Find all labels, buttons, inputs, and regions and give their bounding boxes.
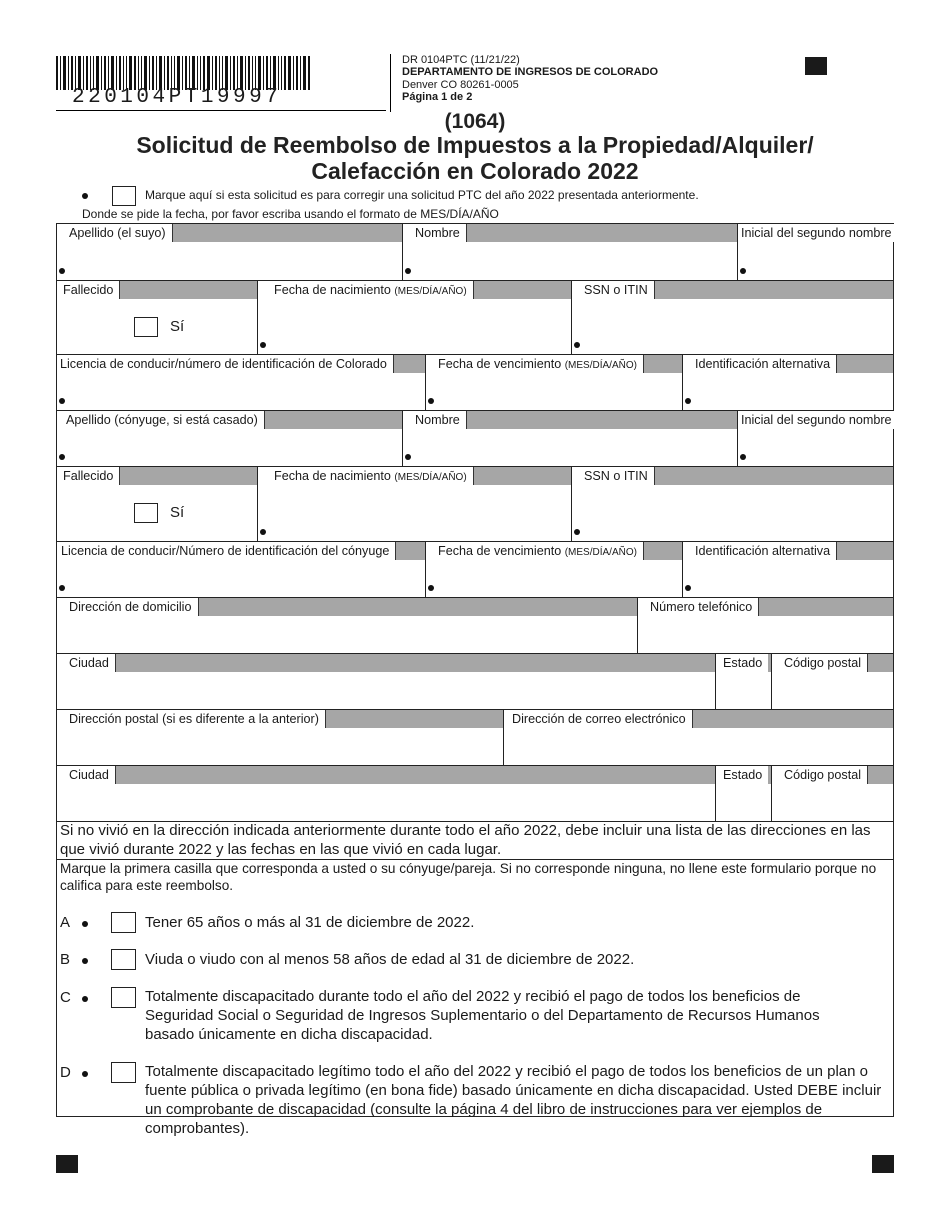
divider [257,281,258,354]
expiration-field[interactable] [426,373,682,410]
divider [682,355,683,410]
ssn-label: SSN o ITIN [572,281,655,299]
spouse-alt-id-field[interactable] [683,560,893,597]
mailing-address-label: Dirección postal (si es diferente a la anterior) [57,710,326,728]
home-address-label: Dirección de domicilio [57,598,199,616]
department-name: DEPARTAMENTO DE INGRESOS DE COLORADO [402,66,659,79]
spouse-dob-format: (MES/DÍA/AÑO) [394,469,466,487]
spouse-last-name-label-bar [57,411,403,429]
city-field[interactable] [57,672,715,709]
divider [637,598,638,653]
spouse-ssn-label-bar [572,467,893,485]
bullet-icon [82,996,88,1002]
bullet-icon [428,585,434,591]
mailing-city-label-bar [57,766,715,784]
option-c-letter: C [60,989,71,1006]
spouse-ssn-field[interactable] [572,485,893,541]
expiration-label-bar [426,355,682,373]
spouse-deceased-label: Fallecido [57,467,120,485]
spouse-expiration-label-text: Fecha de vencimiento [438,544,562,558]
expiration-format: (MES/DÍA/AÑO) [565,357,637,375]
license-label-bar [57,355,425,373]
last-name-field[interactable] [57,242,403,280]
zip-field[interactable] [772,672,893,709]
state-label-bar [716,654,771,672]
divider [682,542,683,597]
divider [425,355,426,410]
mailing-state-label-bar [716,766,771,784]
bullet-icon [405,268,411,274]
spouse-middle-initial-field[interactable] [738,429,893,466]
amended-checkbox[interactable] [112,186,136,206]
divider [402,411,403,466]
bullet-icon [82,958,88,964]
department-address: Denver CO 80261-0005 [402,78,519,91]
middle-initial-label-bar [738,224,893,242]
spouse-deceased-yes-label: Sí [170,504,185,521]
divider [715,766,716,821]
mailing-address-label-bar [57,710,503,728]
spouse-alt-id-label-bar [683,542,893,560]
spouse-middle-initial-label: Inicial del segundo nombre [738,411,898,429]
middle-initial-label: Inicial del segundo nombre [738,224,898,242]
alt-id-label-bar [683,355,893,373]
last-name-label: Apellido (el suyo) [57,224,173,242]
page-title-line1: Solicitud de Reembolso de Impuestos a la Propiedad/Alquiler/ [136,132,814,158]
option-c-checkbox[interactable] [111,987,136,1008]
bullet-icon [59,268,65,274]
bullet-icon [740,268,746,274]
option-a-checkbox[interactable] [111,912,136,933]
mailing-zip-label: Código postal [772,766,868,784]
bullet-icon [59,454,65,460]
bullet-icon [405,454,411,460]
spouse-first-name-label-bar [403,411,738,429]
first-name-label-bar [403,224,738,242]
bullet-icon [574,529,580,535]
spouse-first-name-field[interactable] [403,429,738,466]
divider [771,654,772,709]
dob-field[interactable] [258,299,571,354]
bullet-icon [59,585,65,591]
state-label: Estado [716,654,768,672]
dob-label-bar [258,281,571,299]
phone-field[interactable] [638,616,893,653]
spouse-alt-id-label: Identificación alternativa [683,542,837,560]
amended-checkbox-label: Marque aquí si esta solicitud es para corregir una solicitud PTC del año 2022 presentada anteriormente. [145,188,699,202]
license-field[interactable] [57,373,425,410]
spouse-dob-field[interactable] [258,485,571,541]
home-address-label-bar [57,598,637,616]
bullet-icon [685,585,691,591]
zip-label: Código postal [772,654,868,672]
bullet-icon [740,454,746,460]
divider [402,224,403,280]
ssn-label-bar [572,281,893,299]
spouse-license-label: Licencia de conducir/Número de identificación del cónyuge [57,542,396,560]
first-name-label: Nombre [403,224,467,242]
spouse-middle-initial-label-bar [738,411,893,429]
city-label-bar [57,654,715,672]
registration-mark [56,1155,78,1173]
bullet-icon [428,398,434,404]
spouse-expiration-format: (MES/DÍA/AÑO) [565,544,637,562]
dob-format: (MES/DÍA/AÑO) [394,283,466,301]
city-label: Ciudad [57,654,116,672]
date-format-note: Donde se pide la fecha, por favor escriba usando el formato de MES/DÍA/AÑO [82,207,499,221]
divider [737,411,738,466]
barcode-image [56,56,310,90]
phone-label-bar [638,598,893,616]
deceased-label: Fallecido [57,281,120,299]
mailing-address-field[interactable] [57,728,503,765]
form-header [402,54,658,104]
page-title-line2: Calefacción en Colorado 2022 [311,158,639,184]
spouse-deceased-label-bar [57,467,257,485]
expiration-label-text: Fecha de vencimiento [438,357,562,371]
option-a-text: Tener 65 años o más al 31 de diciembre de 2022. [145,914,475,931]
spouse-deceased-checkbox[interactable] [134,503,158,523]
option-b-letter: B [60,951,71,968]
alt-id-field[interactable] [683,373,893,410]
expiration-label [426,355,644,373]
page-number: Página 1 de 2 [402,91,473,104]
mailing-zip-label-bar [772,766,893,784]
spouse-last-name-field[interactable] [57,429,403,466]
spouse-ssn-label: SSN o ITIN [572,467,655,485]
dob-label [258,281,474,299]
option-d-letter: D [60,1064,71,1081]
divider [737,224,738,280]
spouse-dob-label [258,467,474,485]
deceased-label-bar [57,281,257,299]
residence-note: Si no vivió en la dirección indicada anteriormente durante todo el año 2022, debe incluir una lista de las direcciones en las que vivió durante 2022 y las fechas en las que vivió en cada lugar. [60,822,871,858]
spouse-expiration-label [426,542,644,560]
bullet-icon [82,921,88,927]
spouse-first-name-label: Nombre [403,411,467,429]
bullet-icon [260,342,266,348]
divider [771,766,772,821]
bullet-icon [685,398,691,404]
mailing-zip-field[interactable] [772,784,893,821]
first-name-field[interactable] [403,242,738,280]
registration-mark [805,57,827,75]
mailing-state-label: Estado [716,766,768,784]
middle-initial-field[interactable] [738,242,893,280]
license-label: Licencia de conducir/número de identificación de Colorado [57,355,394,373]
option-b-checkbox[interactable] [111,949,136,970]
option-a-letter: A [60,914,71,931]
option-b-text: Viuda o viudo con al menos 58 años de edad al 31 de diciembre de 2022. [145,951,635,968]
header-divider [390,54,391,112]
bullet-icon [574,342,580,348]
spouse-dob-label-text: Fecha de nacimiento [274,469,391,483]
divider [715,654,716,709]
bullet-icon [59,398,65,404]
option-d-checkbox[interactable] [111,1062,136,1083]
home-address-field[interactable] [57,616,637,653]
divider [571,467,572,541]
barcode-number: 220104PT19997 [72,86,282,109]
spouse-dob-label-bar [258,467,571,485]
spouse-expiration-field[interactable] [426,560,682,597]
form-code-title: (1064) [444,110,506,133]
email-field[interactable] [504,728,893,765]
deceased-yes-label: Sí [170,318,185,335]
bullet-icon [260,529,266,535]
bullet-icon [82,1071,88,1077]
mailing-city-label: Ciudad [57,766,116,784]
qualify-note: Marque la primera casilla que corresponda a usted o su cónyuge/pareja. Si no corresponde ninguna, no llene este formulario porque no califica para este reembolso. [60,861,877,893]
email-label-bar [504,710,893,728]
bullet-icon [82,193,88,199]
ssn-field[interactable] [572,299,893,354]
email-label: Dirección de correo electrónico [504,710,693,728]
registration-mark [872,1155,894,1173]
deceased-checkbox[interactable] [134,317,158,337]
spouse-license-field[interactable] [57,560,425,597]
divider [425,542,426,597]
phone-label: Número telefónico [638,598,759,616]
divider [571,281,572,354]
zip-label-bar [772,654,893,672]
form-code: DR 0104PTC (11/21/22) [402,54,520,66]
mailing-city-field[interactable] [57,784,715,821]
state-field[interactable] [716,672,771,709]
alt-id-label: Identificación alternativa [683,355,837,373]
spouse-expiration-label-bar [426,542,682,560]
dob-label-text: Fecha de nacimiento [274,283,391,297]
spouse-license-label-bar [57,542,425,560]
spouse-last-name-label: Apellido (cónyuge, si está casado) [57,411,265,429]
mailing-state-field[interactable] [716,784,771,821]
option-c-text: Totalmente discapacitado durante todo el año del 2022 y recibió el pago de todos los beneficios de Seguridad Social o Seguridad de Ingresos Suplementario o del Departamento de Recursos Humanos basado únicamente en dicha discapacidad. [145,988,820,1043]
divider [503,710,504,765]
option-d-text: Totalmente discapacitado legítimo todo el año del 2022 y recibió el pago de todos los beneficios de un plan o fuente pública o privada legítimo (en bona fide) basado únicamente en dicha discapacidad. Usted DEBE incluir un comprobante de discapacidad (consulte la página 4 del libro de instrucciones para ver ejemplos de comprobantes). [145,1063,882,1137]
last-name-label-bar [57,224,403,242]
divider [257,467,258,541]
